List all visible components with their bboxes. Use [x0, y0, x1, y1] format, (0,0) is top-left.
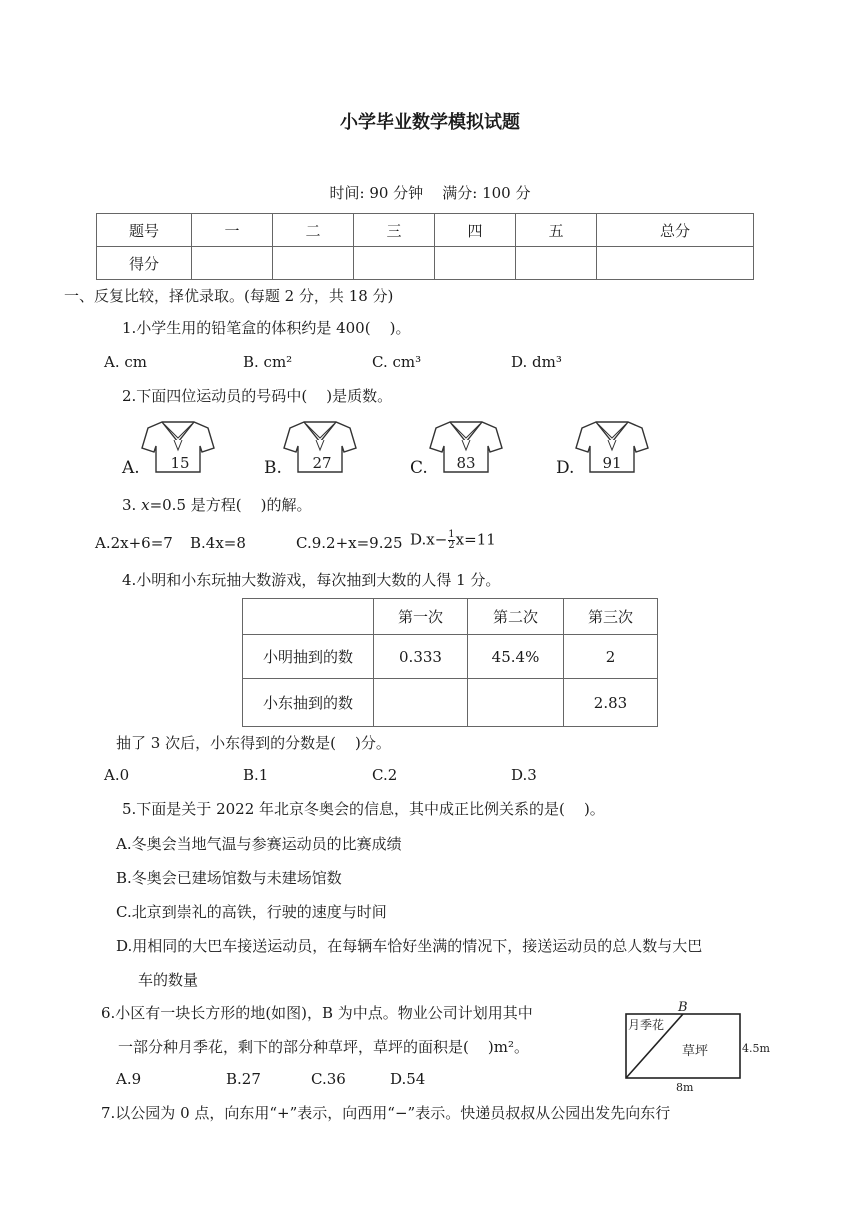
- option: A. cm: [104, 353, 147, 371]
- exam-meta: 时间: 90 分钟 满分: 100 分: [329, 184, 531, 202]
- question-text: =0.5 是方程( )的解。: [149, 496, 312, 514]
- option: D.54: [390, 1070, 426, 1088]
- height-label: 4.5m: [742, 1042, 770, 1055]
- table-cell: 2: [564, 635, 658, 679]
- table-header: [243, 599, 374, 635]
- jersey-icon: [574, 418, 650, 476]
- score-cell: [354, 247, 435, 280]
- option: B.1: [243, 766, 269, 784]
- option-label: C.: [410, 458, 428, 478]
- question-1: 1.小学生用的铅笔盒的体积约是 400( )。: [122, 319, 411, 337]
- question-number: 3.: [122, 496, 137, 514]
- option: A.0: [104, 766, 130, 784]
- option-continuation: 车的数量: [138, 971, 199, 989]
- question-6-line2: 一部分种月季花，剩下的部分种草坪，草坪的面积是( )m²。: [118, 1038, 530, 1056]
- question-3: [122, 494, 312, 515]
- option-label: A.: [122, 458, 140, 478]
- jersey-icon: [428, 418, 504, 476]
- table-cell: [374, 679, 468, 727]
- option: A.9: [116, 1070, 142, 1088]
- jersey-icon: [140, 418, 216, 476]
- score-header: 五: [516, 214, 597, 247]
- question-2: 2.下面四位运动员的号码中( )是质数。: [122, 387, 393, 405]
- score-header: 二: [273, 214, 354, 247]
- score-header: 总分: [597, 214, 754, 247]
- option: A.冬奥会当地气温与参赛运动员的比赛成绩: [116, 835, 402, 853]
- width-label: 8m: [676, 1081, 694, 1092]
- option: D.用相同的大巴车接送运动员，在每辆车恰好坐满的情况下，接送运动员的总人数与大巴: [116, 937, 703, 955]
- score-row-label: 得分: [97, 247, 192, 280]
- option: C.9.2+x=9.25: [296, 534, 403, 552]
- table-header: 第三次: [564, 599, 658, 635]
- option: C.2: [372, 766, 398, 784]
- score-header: 四: [435, 214, 516, 247]
- jersey-number: 27: [312, 454, 332, 472]
- option: B.冬奥会已建场馆数与未建场馆数: [116, 869, 342, 887]
- fraction-denominator: 2: [448, 540, 455, 551]
- option: D.3: [511, 766, 537, 784]
- variable: x: [141, 496, 150, 514]
- option: C.北京到崇礼的高铁，行驶的速度与时间: [116, 903, 387, 921]
- jersey-icon: [282, 418, 358, 476]
- table-header: 第一次: [374, 599, 468, 635]
- section-heading: 一、反复比较，择优录取。(每题 2 分，共 18 分): [64, 287, 394, 305]
- jersey-number: 91: [602, 454, 622, 472]
- jersey-number: 15: [170, 454, 190, 472]
- option-label: B.: [264, 458, 282, 478]
- fraction-numerator: 1: [448, 529, 455, 540]
- score-cell: [597, 247, 754, 280]
- option-label: D.: [556, 458, 575, 478]
- option: B.4x=8: [190, 534, 246, 552]
- question-4-followup: 抽了 3 次后，小东得到的分数是( )分。: [116, 734, 391, 752]
- option: C.36: [311, 1070, 346, 1088]
- score-cell: [435, 247, 516, 280]
- jersey-number: 83: [456, 454, 476, 472]
- option: D. dm³: [511, 353, 562, 371]
- score-header: 一: [192, 214, 273, 247]
- table-cell: 0.333: [374, 635, 468, 679]
- fraction: [448, 530, 454, 551]
- page-title: 小学毕业数学模拟试题: [340, 112, 520, 133]
- option: C. cm³: [372, 353, 422, 371]
- score-cell: [516, 247, 597, 280]
- score-header: 三: [354, 214, 435, 247]
- score-table: [96, 213, 754, 280]
- score-header: 题号: [97, 214, 192, 247]
- rectangle-figure: [614, 1000, 780, 1092]
- table-header: 第二次: [468, 599, 564, 635]
- table-cell: 小东抽到的数: [243, 679, 374, 727]
- option: B.27: [226, 1070, 261, 1088]
- option: [410, 530, 496, 551]
- question-5: 5.下面是关于 2022 年北京冬奥会的信息，其中成正比例关系的是( )。: [122, 800, 605, 818]
- question-4: 4.小明和小东玩抽大数游戏，每次抽到大数的人得 1 分。: [122, 571, 501, 589]
- score-cell: [273, 247, 354, 280]
- option: B. cm²: [243, 353, 293, 371]
- question-7: 7.以公园为 0 点，向东用“+”表示，向西用“−”表示。快递员叔叔从公园出发先向东行: [101, 1104, 671, 1122]
- lawn-label: 草坪: [682, 1044, 709, 1059]
- option: A.2x+6=7: [95, 534, 173, 552]
- game-table: [242, 598, 658, 727]
- option-text: D.x−: [410, 530, 448, 549]
- option-text: x=11: [455, 530, 496, 549]
- table-cell: 45.4%: [468, 635, 564, 679]
- table-cell: [468, 679, 564, 727]
- score-cell: [192, 247, 273, 280]
- table-cell: 2.83: [564, 679, 658, 727]
- flower-label: 月季花: [628, 1018, 665, 1032]
- table-cell: 小明抽到的数: [243, 635, 374, 679]
- question-6: 6.小区有一块长方形的地(如图)，B 为中点。物业公司计划用其中: [101, 1004, 533, 1022]
- point-label: B: [678, 1000, 688, 1015]
